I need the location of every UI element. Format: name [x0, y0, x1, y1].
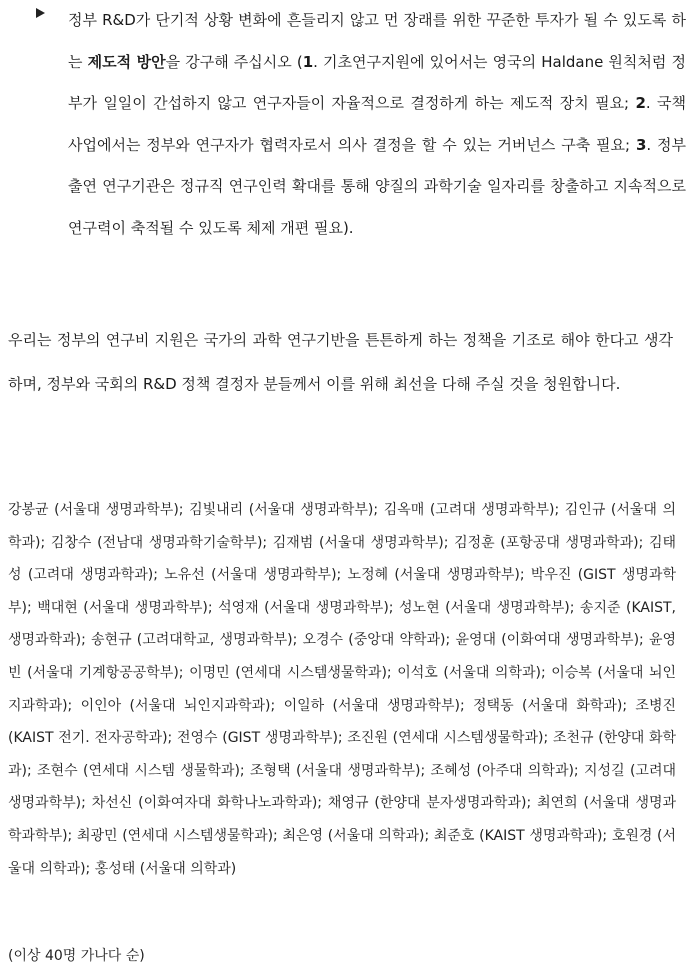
- signer-entry: 이명민 (연세대 시스템생물학과);: [189, 664, 392, 681]
- bullet-text-part: . 국책 사업에서는 정부와 연구자가 협력자로서 의사 결정을 할 수 있는 거버넌스 구축 필요;: [68, 94, 686, 154]
- signer-entry: 김빛내리 (서울대 생명과학부);: [189, 502, 379, 518]
- signer-entry: 윤영대 (이화여대 생명과학부);: [455, 632, 644, 649]
- signer-entry: 최연희 (서울대 생명과학과학부);: [8, 795, 677, 844]
- signer-entry: 호원경 (서울대 의학과);: [8, 827, 677, 877]
- signer-entry: 이석호 (서울대 의학과);: [397, 664, 546, 681]
- signer-entry: 조형택 (서울대 생명과학부);: [250, 762, 426, 779]
- signer-entry: 윤영빈 (서울대 기계항공공학부);: [8, 632, 677, 681]
- signer-entry: 노유선 (서울대 생명과학부);: [164, 567, 342, 584]
- signer-entry: 지성길 (고려대 생명과학부);: [8, 762, 677, 812]
- bullet-text-part: 을 강구해 주십시오 (: [165, 52, 303, 71]
- bullet-item-number: 1: [302, 52, 314, 71]
- signer-entry: 채영규 (한양대 분자생명과학과);: [327, 795, 532, 812]
- closing-paragraph: 우리는 정부의 연구비 지원은 국가의 과학 연구기반을 튼튼하게 하는 정책을 기조로 해야 한다고 생각하며, 정부와 국회의 R&D 정책 결정자 분들께서 이를 위해 최선을 다해 주실 것을 청원합니다.: [8, 331, 673, 393]
- signer-count-note: (이상 40명 가나다 순): [8, 948, 145, 964]
- signer-entry: 최은영 (서울대 의학과);: [282, 827, 430, 844]
- arrow-bullet-icon: [36, 8, 45, 18]
- bullet-text-part: . 기초연구지원에 있어서는 영국의 Haldane 원칙처럼 정부가 일일이 간섭하지 않고 연구자들이 자율적으로 결정하게 하는 제도적 장치 필요;: [68, 52, 686, 112]
- signer-entry: 강봉균 (서울대 생명과학부);: [8, 502, 184, 518]
- bullet-item-number: 2: [635, 94, 646, 112]
- signer-entry: 백대현 (서울대 생명과학부);: [37, 599, 213, 616]
- bullet-text-part: 정부 R&D가 단기적 상황 변화에 흔들리지 않고 먼 장래를 위한 꾸준한 투자가 될 수 있도록 하는: [68, 11, 686, 71]
- bullet-emphasis: 제도적 방안: [87, 52, 166, 71]
- signer-entry: 송현규 (고려대학교, 생명과학부);: [91, 632, 298, 649]
- bullet-text-part: . 정부출연 연구기관은 정규직 연구인력 확대를 통해 양질의 과학기술 일자리를 창출하고 지속적으로 연구력이 축적될 수 있도록 체제 개편 필요).: [68, 135, 686, 237]
- signer-entry: 김재범 (서울대 생명과학부);: [272, 534, 449, 551]
- signer-entry: 김인규 (서울대 의학과);: [8, 502, 677, 551]
- signer-entry: 김태성 (고려대 생명과학과);: [8, 534, 676, 584]
- signer-entry: 성노현 (서울대 생명과학부);: [399, 599, 575, 616]
- signer-entry: 오경수 (중앙대 약학과);: [302, 632, 451, 649]
- signer-entry: 최준호 (KAIST 생명과학과);: [433, 827, 608, 844]
- signer-entry: 홍성태 (서울대 의학과): [94, 860, 237, 877]
- signer-entry: 조혜성 (아주대 의학과);: [430, 762, 579, 779]
- signer-entry: 이인아 (서울대 뇌인지과학과);: [80, 697, 276, 714]
- signer-entry: 최광민 (연세대 시스템생물학과);: [76, 827, 278, 844]
- signer-entry: 조현수 (연세대 시스템 생물학과);: [37, 762, 245, 779]
- bullet-item-number: 3: [635, 135, 647, 154]
- signer-entry: 전영수 (GIST 생명과학부);: [176, 730, 343, 747]
- signer-entry: 차선신 (이화여자대 화학나노과학과);: [91, 795, 323, 812]
- signer-entry: 김옥매 (고려대 생명과학부);: [383, 502, 560, 518]
- signer-list: [8, 494, 676, 885]
- signer-entry: 송지준 (KAIST, 생명과학과);: [8, 599, 676, 649]
- signer-entry: 조진원 (연세대 시스템생물학과);: [347, 730, 549, 747]
- signer-entry: 조병진 (KAIST 전기. 전자공학과);: [8, 697, 676, 747]
- request-bullet-text: [68, 0, 686, 249]
- signer-entry: 조천규 (한양대 화학과);: [8, 730, 677, 779]
- signer-entry: 이일하 (서울대 생명과학부);: [283, 697, 465, 714]
- signer-entry: 노정혜 (서울대 생명과학부);: [347, 567, 525, 584]
- signer-entry: 석영재 (서울대 생명과학부);: [218, 599, 394, 616]
- request-bullet: [36, 0, 686, 249]
- signer-entry: 정택동 (서울대 화학과);: [473, 697, 628, 714]
- signer-entry: 박우진 (GIST 생명과학부);: [8, 567, 676, 616]
- signer-entry: 이승복 (서울대 뇌인지과학과);: [8, 664, 676, 714]
- signer-entry: 김정훈 (포항공대 생명과학과);: [454, 534, 644, 551]
- signer-entry: 김창수 (전남대 생명과학기술학부);: [50, 534, 268, 551]
